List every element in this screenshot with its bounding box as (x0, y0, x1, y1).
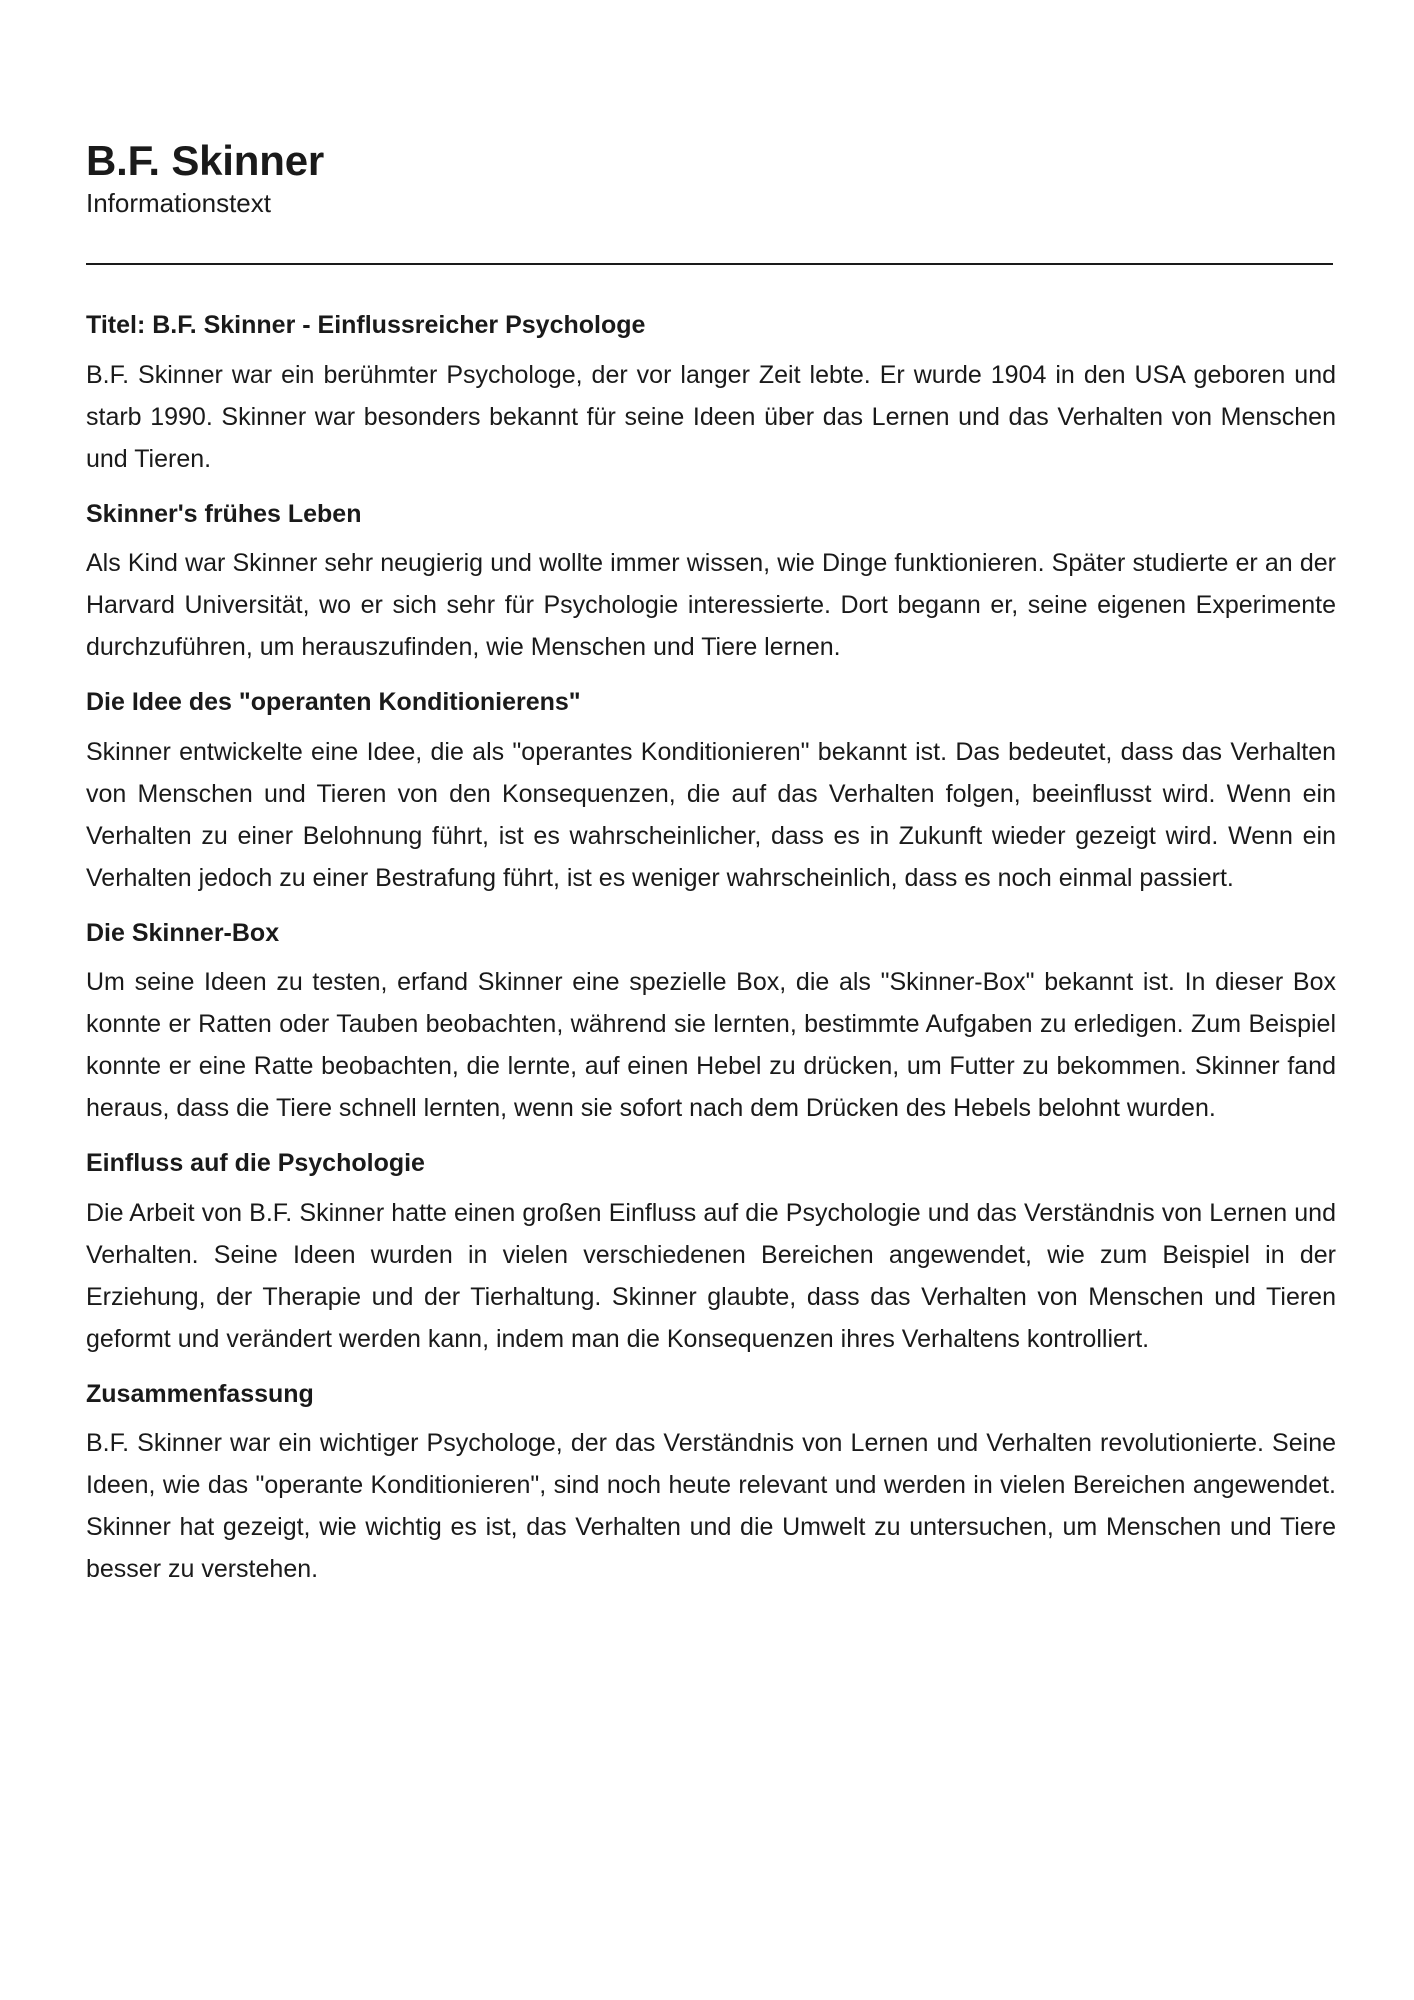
section-paragraph: Die Arbeit von B.F. Skinner hatte einen großen Einfluss auf die Psychologie und das Verständnis von Lernen und Verhalten. Seine Ideen wurden in vielen verschiedenen Bereichen angewendet, wie zum Beispiel in der Erziehung, der Therapie und der Tierhaltung. Skinner glaubte, dass das Verhalten von Menschen und Tieren geformt und verändert werden kann, indem man die Konsequenzen ihres Verhaltens kontrolliert. (86, 1198, 1336, 1353)
section-influence (86, 1147, 1336, 1360)
section-heading: Zusammenfassung (86, 1379, 314, 1408)
section-heading: Skinner's frühes Leben (86, 499, 362, 528)
section-paragraph: Skinner entwickelte eine Idee, die als "operantes Konditionieren" bekannt ist. Das bedeutet, dass das Verhalten von Menschen und Tieren von den Konsequenzen, die auf das Verhalten folgen, beeinflusst wird. Wenn ein Verhalten zu einer Belohnung führt, ist es wahrscheinlicher, dass es in Zukunft wieder gezeigt wird. Wenn ein Verhalten jedoch zu einer Bestrafung führt, ist es weniger wahrscheinlich, dass es noch einmal passiert. (86, 737, 1336, 892)
section-heading: Titel: B.F. Skinner - Einflussreicher Psychologe (86, 311, 646, 340)
section-summary (86, 1378, 1336, 1591)
section-heading: Einfluss auf die Psychologie (86, 1149, 425, 1178)
document-page (86, 138, 1336, 1608)
section-paragraph: B.F. Skinner war ein berühmter Psychologe, der vor langer Zeit lebte. Er wurde 1904 in den USA geboren und starb 1990. Skinner war besonders bekannt für seine Ideen über das Lernen und das Verhalten von Menschen und Tieren. (86, 360, 1336, 473)
document-content (86, 309, 1336, 1590)
section-skinner-box (86, 917, 1336, 1130)
section-heading: Die Idee des "operanten Konditionierens" (86, 688, 581, 717)
section-early-life (86, 498, 1336, 669)
section-heading: Die Skinner-Box (86, 918, 280, 947)
section-intro (86, 309, 1336, 480)
section-paragraph: Um seine Ideen zu testen, erfand Skinner eine spezielle Box, die als "Skinner-Box" bekannt ist. In dieser Box konnte er Ratten oder Tauben beobachten, während sie lernten, bestimmte Aufgaben zu erledigen. Zum Beispiel konnte er eine Ratte beobachten, die lernte, auf einen Hebel zu drücken, um Futter zu bekommen. Skinner fand heraus, dass die Tiere schnell lernten, wenn sie sofort nach dem Drücken des Hebels belohnt wurden. (86, 968, 1336, 1123)
document-subtitle: Informationstext (86, 188, 271, 219)
section-paragraph: Als Kind war Skinner sehr neugierig und wollte immer wissen, wie Dinge funktionieren. Später studierte er an der Harvard Universität, wo er sich sehr für Psychologie interessierte. Dort begann er, seine eigenen Experimente durchzuführen, um herauszufinden, wie Menschen und Tiere lernen. (86, 549, 1336, 662)
section-paragraph: B.F. Skinner war ein wichtiger Psychologe, der das Verständnis von Lernen und Verhalten revolutionierte. Seine Ideen, wie das "operante Konditionieren", sind noch heute relevant und werden in vielen Bereichen angewendet. Skinner hat gezeigt, wie wichtig es ist, das Verhalten und die Umwelt zu untersuchen, um Menschen und Tiere besser zu verstehen. (86, 1429, 1336, 1584)
section-operant-conditioning (86, 686, 1336, 899)
header-divider (86, 263, 1333, 265)
document-title: B.F. Skinner (86, 137, 324, 184)
